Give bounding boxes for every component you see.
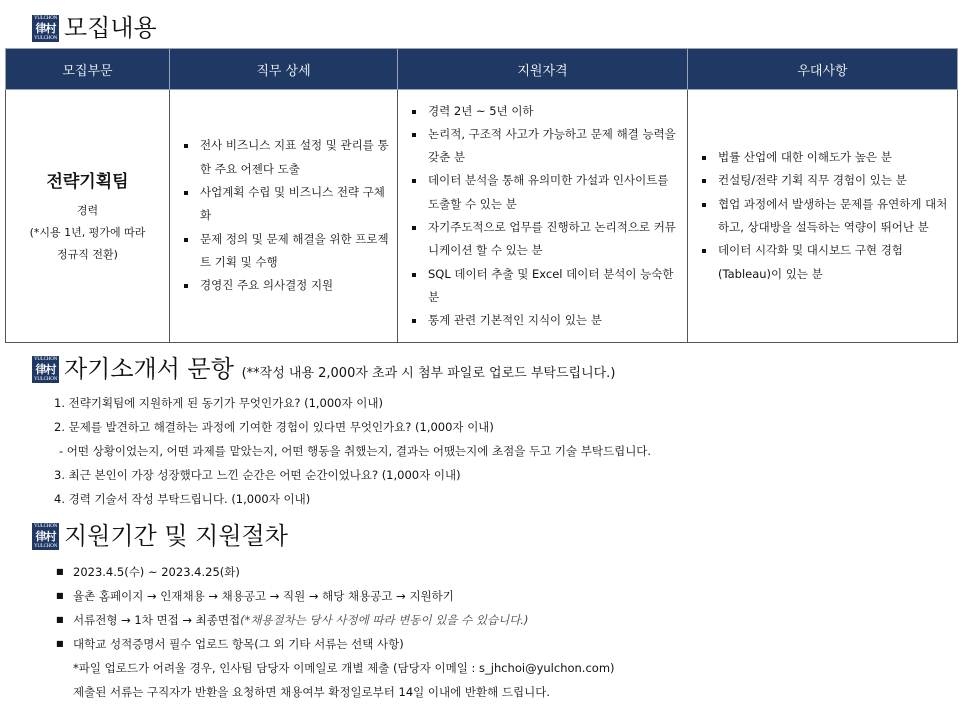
list-item: ▪ 경력 2년 ~ 5년 이하 [426,100,681,123]
bullet-icon: ■ [56,639,64,648]
list-item [56,584,615,608]
list-item: ▪ SQL 데이터 추출 및 Excel 데이터 분석이 능숙한 분 [426,263,681,310]
process-list [56,560,615,704]
dept-cell [6,90,170,343]
steps-text: 서류전형 → 1차 면접 → 최종면접 [73,613,241,627]
period-section-title: 지원기간 및 지원절차 [64,522,288,550]
dept-note-2: 정규직 전환) [57,247,118,261]
list-item: ▪ 통계 관련 기본적인 지식이 있는 분 [426,309,681,332]
header-duties: 직무 상세 [170,49,398,90]
list-item: - 어떤 상황이었는지, 어떤 과제를 맡았는지, 어떤 행동을 취했는지, 결과는 어땠는지에 초점을 두고 기술 부탁드립니다. [59,444,652,458]
return-note: 제출된 서류는 구직자가 반환을 요청하면 채용여부 확정일로부터 14일 이내에 반환해 드립니다. [73,685,550,699]
header-qualifications: 지원자격 [398,49,688,90]
list-item: ▪ 데이터 시각화 및 대시보드 구현 경험 (Tableau)이 있는 분 [716,239,951,286]
header-preferred: 우대사항 [688,49,958,90]
list-item: ▪ 컨설팅/전략 기획 직무 경험이 있는 분 [716,169,951,192]
list-item: ▪ 협업 과정에서 발생하는 문제를 유연하게 대처하고, 상대방을 설득하는 역량이 뛰어난 분 [716,193,951,240]
dept-note-1: (*시용 1년, 평가에 따라 [29,225,146,239]
list-item: ▪ 법률 산업에 대한 이해도가 높은 분 [716,146,951,169]
list-item: 1. 전략기획팀에 지원하게 된 동기가 무엇인가요? (1,000자 이내) [54,396,383,410]
list-item: ▪ 전사 비즈니스 지표 설정 및 관리를 통한 주요 어젠다 도출 [198,134,391,181]
qualifications-cell [398,90,688,343]
essay-question-list [54,391,651,511]
docs-text: 대학교 성적증명서 필수 업로드 항목(그 외 기타 서류는 선택 사항) [73,637,404,651]
recruit-section-title: 모집내용 [64,14,157,42]
qualifications-list [398,100,687,333]
apply-path-text: 율촌 홈페이지 → 인재채용 → 채용공고 → 직원 → 해당 채용공고 → 지원하기 [73,589,454,603]
bullet-icon: ■ [56,567,64,576]
list-item [56,608,615,632]
bullet-icon: ■ [56,591,64,600]
steps-note: (*채용절차는 당사 사정에 따라 변동이 있을 수 있습니다.) [240,613,529,627]
list-item: ▪ 데이터 분석을 통해 유의미한 가설과 인사이트를 도출할 수 있는 분 [426,169,681,216]
list-item: ▪ 자기주도적으로 업무를 진행하고 논리적으로 커뮤니케이션 할 수 있는 분 [426,216,681,263]
table-header-row [6,49,958,90]
list-item: ▪ 문제 정의 및 문제 해결을 위한 프로젝트 기획 및 수행 [198,228,391,275]
upload-note: *파일 업로드가 어려울 경우, 인사팀 담당자 이메일로 개별 제출 (담당자 이메일 : s_jhchoi@yulchon.com) [73,661,615,675]
essay-note: (**작성 내용 2,000자 초과 시 첨부 파일로 업로드 부탁드립니다.) [241,366,616,381]
recruit-table [5,48,958,343]
list-item: 2. 문제를 발견하고 해결하는 과정에 기여한 경험이 있다면 무엇인가요? (1,000자 이내) [54,420,494,434]
period-text: 2023.4.5(수) ~ 2023.4.25(화) [73,565,240,579]
list-item [56,560,615,584]
dept-career: 경력 [76,203,99,217]
bullet-icon: ■ [56,615,64,624]
list-item: ▪ 경영진 주요 의사결정 지원 [198,274,391,297]
list-item: 4. 경력 기술서 작성 부탁드립니다. (1,000자 이내) [54,492,311,506]
list-item: ▪ 사업계획 수립 및 비즈니스 전략 구체화 [198,181,391,228]
yulchon-logo-icon: YULCHON 律村 YULCHON [33,357,58,382]
essay-section-title [64,354,615,389]
list-item [56,632,615,656]
duties-cell [170,90,398,343]
dept-name: 전략기획팀 [46,171,129,192]
list-item: ▪ 논리적, 구조적 사고가 가능하고 문제 해결 능력을 갖춘 분 [426,123,681,170]
preferred-list [688,146,957,286]
yulchon-logo-icon: YULCHON 律村 YULCHON [33,16,58,41]
yulchon-logo-icon: YULCHON 律村 YULCHON [33,524,58,549]
duties-list [170,134,397,297]
table-row [6,90,958,343]
essay-title-text: 자기소개서 문항 [64,355,234,383]
header-dept: 모집부문 [6,49,170,90]
preferred-cell [688,90,958,343]
list-item: 3. 최근 본인이 가장 성장했다고 느낀 순간은 어떤 순간이었나요? (1,000자 이내) [54,468,461,482]
